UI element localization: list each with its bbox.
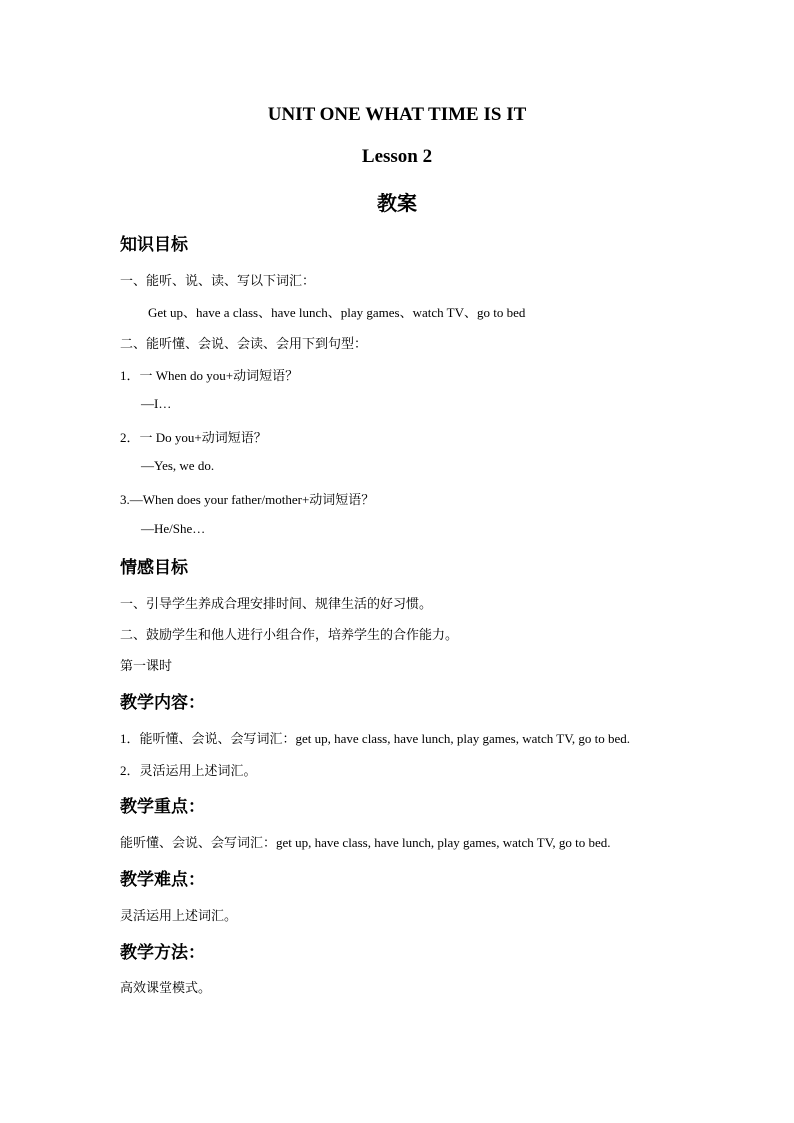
focus-heading: 教学重点： bbox=[120, 797, 205, 817]
document-type: 教案 bbox=[377, 191, 417, 215]
method-line: 高效课堂模式。 bbox=[120, 980, 212, 995]
vocab-line: Get up、have a class、have lunch、play games、watch TV、go to bed bbox=[148, 305, 526, 320]
focus-line: 能听懂、会说、会写词汇：get up, have class, have lunch, play games, watch TV, go to bed. bbox=[120, 835, 611, 850]
emotion-heading: 情感目标 bbox=[120, 558, 188, 578]
sentence-answer: —Yes, we do. bbox=[141, 458, 215, 473]
knowledge-line: 二、能听懂、会说、会读、会用下到句型： bbox=[120, 336, 368, 351]
document-title: UNIT ONE WHAT TIME IS IT bbox=[267, 104, 527, 125]
difficulty-heading: 教学难点： bbox=[120, 870, 205, 890]
content-line: 1．能听懂、会说、会写词汇：get up, have class, have lunch, play games, watch TV, go to bed. bbox=[120, 731, 631, 746]
sentence-pattern: 1．一 When do you+动词短语？ bbox=[120, 368, 299, 383]
content-heading: 教学内容： bbox=[120, 693, 205, 713]
knowledge-line: 一、能听、说、读、写以下词汇： bbox=[120, 273, 316, 288]
sentence-pattern: 3.—When does your father/mother+动词短语？ bbox=[120, 492, 375, 507]
content-line: 2．灵活运用上述词汇。 bbox=[120, 763, 257, 778]
sentence-pattern: 2．一 Do you+动词短语？ bbox=[120, 430, 267, 445]
sentence-answer: —I… bbox=[141, 396, 172, 411]
knowledge-heading: 知识目标 bbox=[120, 235, 188, 255]
sentence-answer: —He/She… bbox=[141, 521, 206, 536]
difficulty-line: 灵活运用上述词汇。 bbox=[120, 908, 238, 923]
lesson-period: 第一课时 bbox=[120, 658, 173, 673]
lesson-title: Lesson 2 bbox=[361, 146, 433, 167]
method-heading: 教学方法： bbox=[120, 943, 205, 963]
emotion-line: 一、引导学生养成合理安排时间、规律生活的好习惯。 bbox=[120, 596, 433, 611]
emotion-line: 二、鼓励学生和他人进行小组合作，培养学生的合作能力。 bbox=[120, 627, 459, 642]
